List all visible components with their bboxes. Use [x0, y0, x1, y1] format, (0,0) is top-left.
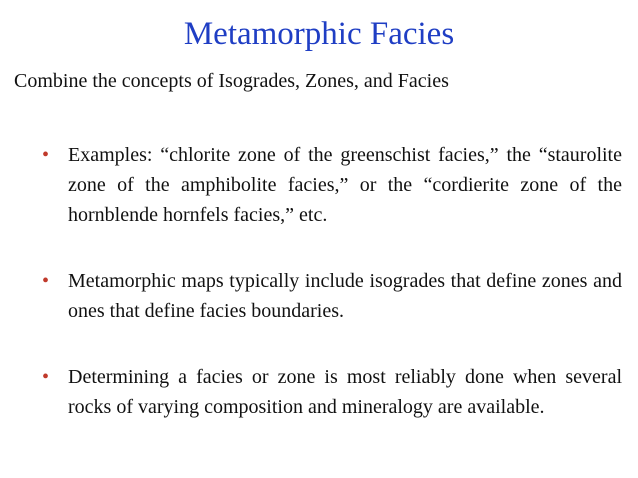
bullet-item: [42, 140, 622, 230]
slide-subtitle: Combine the concepts of Isogrades, Zones, and Facies: [14, 70, 449, 92]
bullet-text: Metamorphic maps typically include isogrades that define zones and ones that define facies boundaries.: [68, 270, 622, 322]
bullet-item: [42, 362, 622, 422]
bullet-marker-icon: •: [42, 270, 50, 292]
bullet-marker-icon: •: [42, 144, 50, 166]
bullet-text: Determining a facies or zone is most reliably done when several rocks of varying composition and mineralogy are available.: [68, 366, 622, 418]
bullet-item: [42, 266, 622, 326]
bullet-list: [42, 140, 622, 458]
bullet-marker-icon: •: [42, 366, 50, 388]
slide-title: Metamorphic Facies: [183, 16, 455, 52]
bullet-text: Examples: “chlorite zone of the greenschist facies,” the “staurolite zone of the amphibolite facies,” or the “cordierite zone of the hornblende hornfels facies,” etc.: [68, 144, 622, 226]
